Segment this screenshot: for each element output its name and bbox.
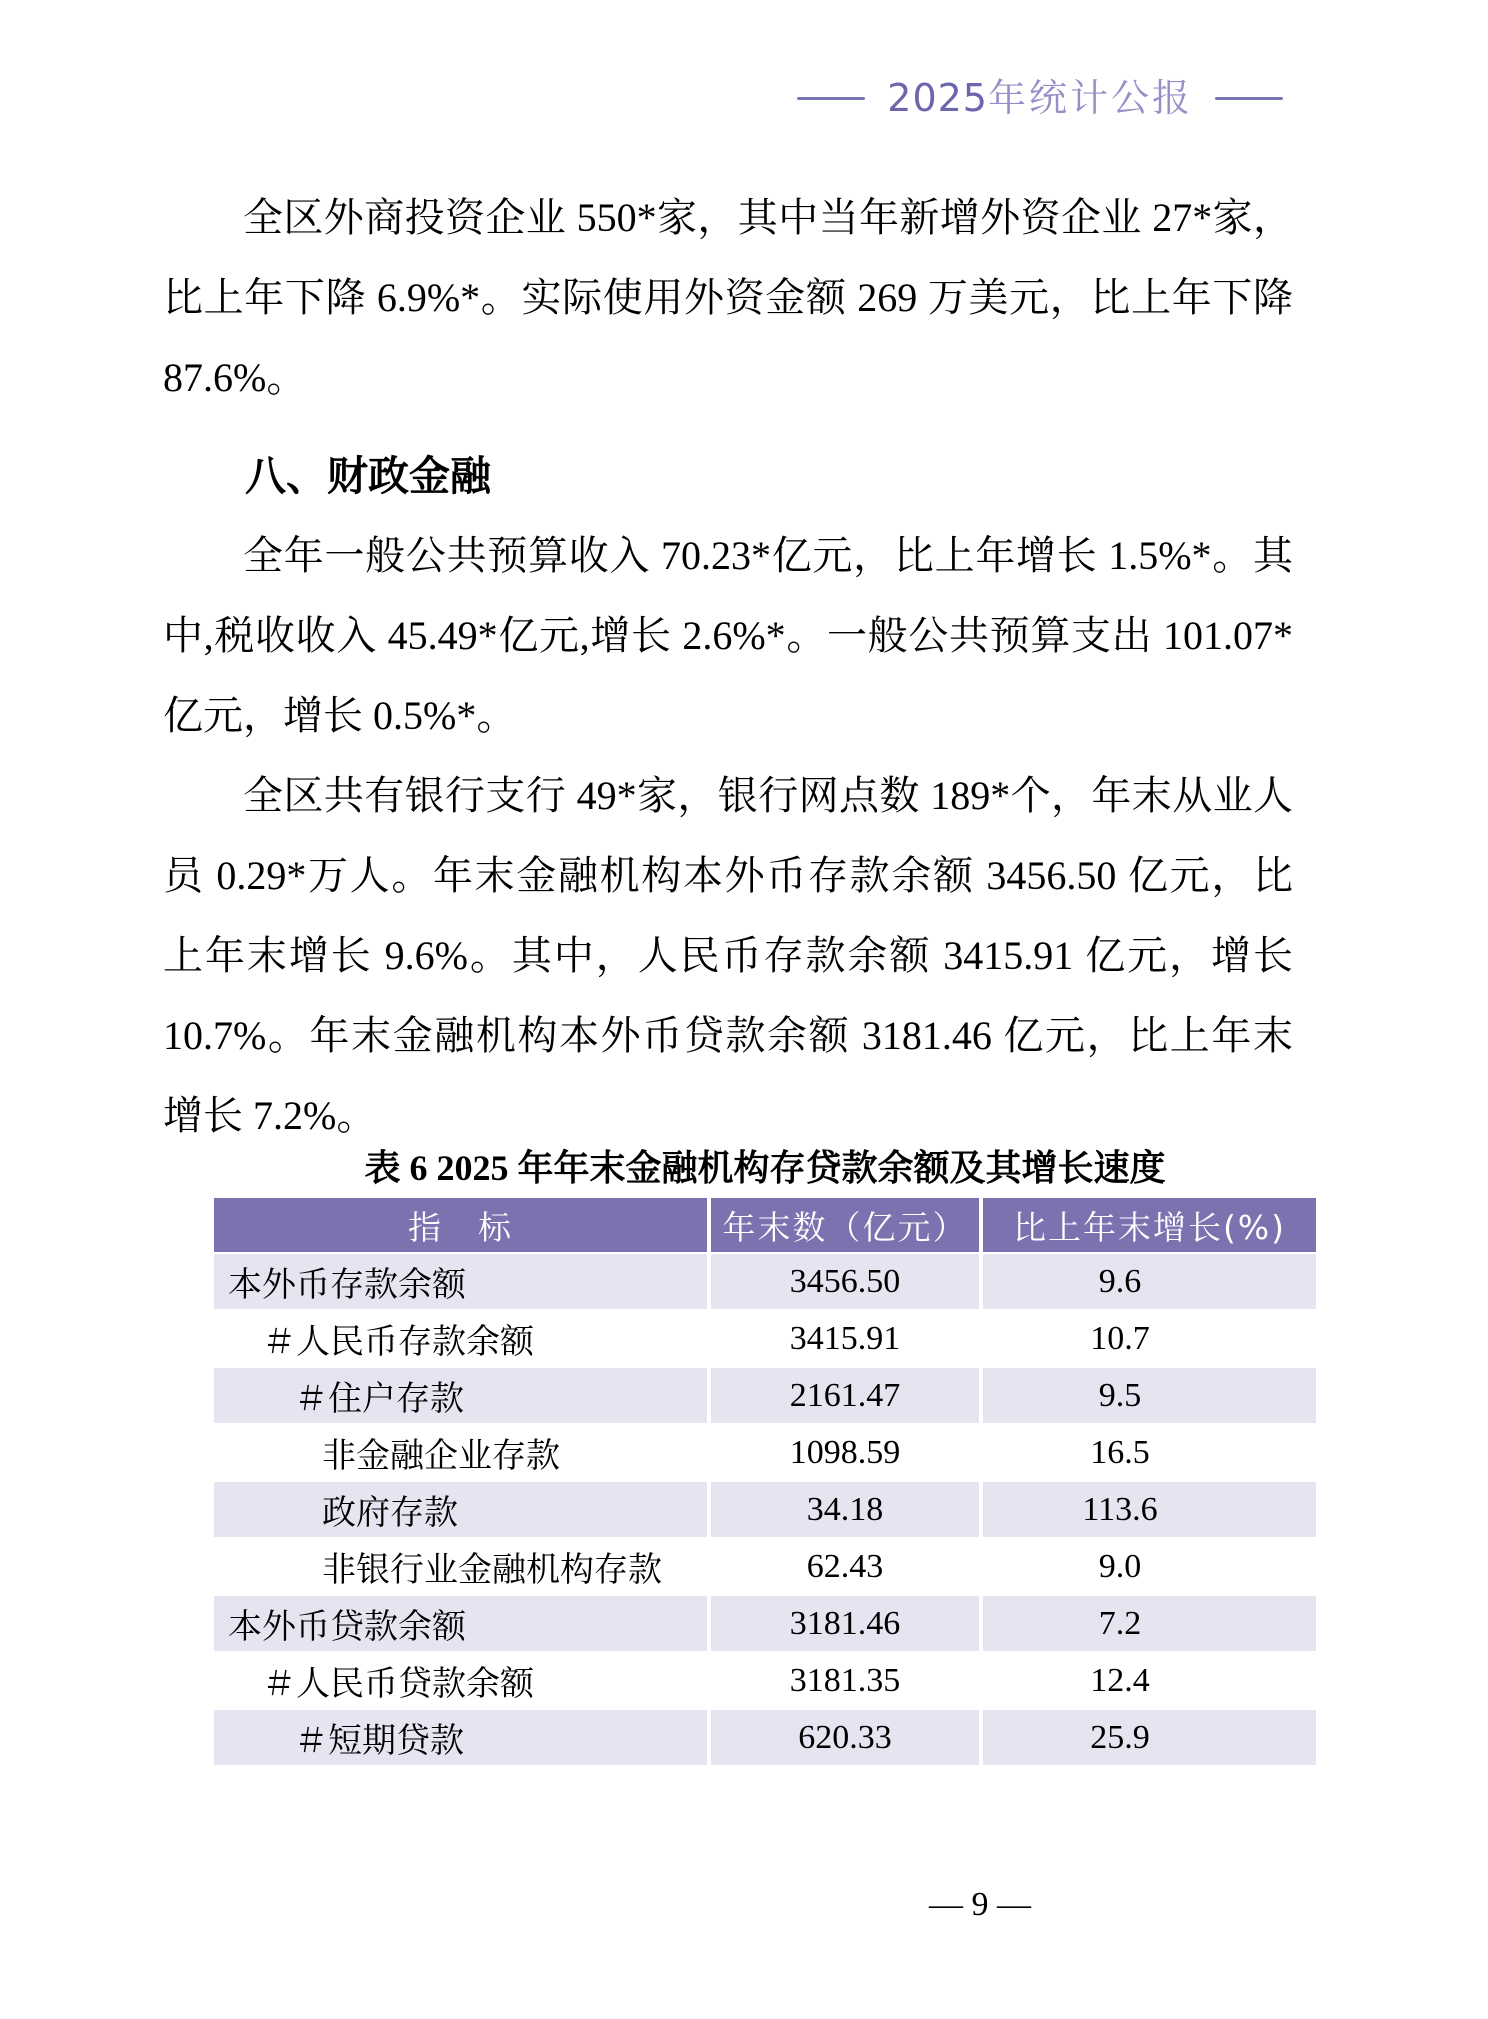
table-row	[214, 1482, 1316, 1537]
value-cell: 3181.46	[711, 1596, 979, 1651]
table-row	[214, 1311, 1316, 1366]
growth-cell: 113.6	[983, 1482, 1316, 1537]
value-cell: 620.33	[711, 1710, 979, 1765]
text-line: 中,税收收入 45.49*亿元,增长 2.6%*。一般公共预算支出 101.07*	[163, 613, 1293, 658]
header-right-dash	[1215, 97, 1283, 100]
text-line: 亿元，增长 0.5%*。	[163, 693, 517, 738]
deposit-loan-table	[210, 1196, 1320, 1767]
value-cell: 3456.50	[711, 1254, 979, 1309]
text-line: 全区共有银行支行 49*家，银行网点数 189*个，年末从业人	[243, 773, 1293, 818]
text-line: 87.6%。	[163, 355, 307, 400]
header-growth: 比上年末增长(%)	[983, 1198, 1316, 1252]
value-cell: 2161.47	[711, 1368, 979, 1423]
header-value: 年末数（亿元）	[711, 1198, 979, 1252]
indicator-cell: ＃短期贷款	[214, 1710, 707, 1765]
value-cell: 34.18	[711, 1482, 979, 1537]
growth-cell: 9.5	[983, 1368, 1316, 1423]
text-line: 全区外商投资企业 550*家，其中当年新增外资企业 27*家，	[243, 195, 1293, 240]
paragraph-foreign-investment	[163, 178, 1293, 418]
growth-cell: 16.5	[983, 1425, 1316, 1480]
indicator-cell: 政府存款	[214, 1482, 707, 1537]
growth-cell: 10.7	[983, 1311, 1316, 1366]
section-heading-finance: 八、财政金融	[245, 452, 491, 500]
table-row	[214, 1539, 1316, 1594]
indicator-cell: 非金融企业存款	[214, 1425, 707, 1480]
table-row	[214, 1596, 1316, 1651]
table-row	[214, 1653, 1316, 1708]
value-cell: 3181.35	[711, 1653, 979, 1708]
value-cell: 1098.59	[711, 1425, 979, 1480]
table-row	[214, 1254, 1316, 1309]
indicator-cell: 本外币存款余额	[214, 1254, 707, 1309]
header-title	[887, 76, 1193, 120]
text-line: 10.7%。年末金融机构本外币贷款余额 3181.46 亿元，比上年末	[163, 1013, 1293, 1058]
header-year: 2025	[887, 76, 988, 120]
growth-cell: 9.6	[983, 1254, 1316, 1309]
growth-cell: 9.0	[983, 1539, 1316, 1594]
growth-cell: 25.9	[983, 1710, 1316, 1765]
text-line: 员 0.29*万人。年末金融机构本外币存款余额 3456.50 亿元，比	[163, 853, 1293, 898]
text-line: 全年一般公共预算收入 70.23*亿元，比上年增长 1.5%*。其	[243, 533, 1293, 578]
indicator-cell: ＃住户存款	[214, 1368, 707, 1423]
page-number: — 9 —	[929, 1886, 1031, 1923]
header-title-rest: 年统计公报	[987, 76, 1193, 120]
paragraph-public-budget	[163, 516, 1293, 756]
indicator-cell: ＃人民币存款余额	[214, 1311, 707, 1366]
table-row	[214, 1425, 1316, 1480]
paragraph-banking	[163, 756, 1293, 1156]
table-row	[214, 1710, 1316, 1765]
running-head	[797, 76, 1283, 120]
text-line: 上年末增长 9.6%。其中，人民币存款余额 3415.91 亿元，增长	[163, 933, 1293, 978]
growth-cell: 12.4	[983, 1653, 1316, 1708]
table-title: 表 6 2025 年年末金融机构存贷款余额及其增长速度	[364, 1148, 1166, 1188]
indicator-cell: ＃人民币贷款余额	[214, 1653, 707, 1708]
body-text	[163, 178, 1293, 1156]
value-cell: 62.43	[711, 1539, 979, 1594]
table-row	[214, 1368, 1316, 1423]
indicator-cell: 非银行业金融机构存款	[214, 1539, 707, 1594]
text-line: 比上年下降 6.9%*。实际使用外资金额 269 万美元，比上年下降	[163, 275, 1293, 320]
table-header-row	[214, 1198, 1316, 1252]
growth-cell: 7.2	[983, 1596, 1316, 1651]
header-indicator: 指 标	[214, 1198, 707, 1252]
header-left-dash	[797, 97, 865, 100]
indicator-cell: 本外币贷款余额	[214, 1596, 707, 1651]
text-line: 增长 7.2%。	[163, 1093, 377, 1138]
value-cell: 3415.91	[711, 1311, 979, 1366]
